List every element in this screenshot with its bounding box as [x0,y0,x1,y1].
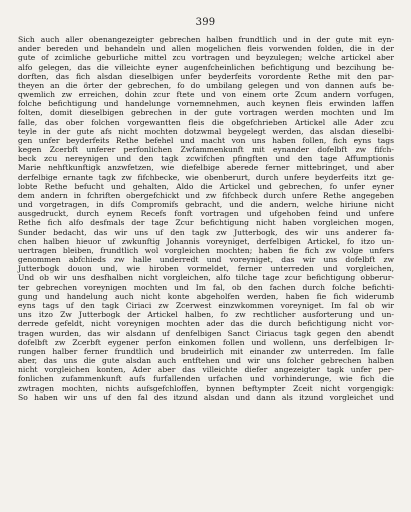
text-line: uertragen bleiben, frundtlich wol vorgleichen mochten; haben fie fich zw volge unfers [18,245,394,255]
text-line: uns itzo Zw Jutterbogk der Artickel halben, fo zw rechtlicher ausforterung und un- [18,310,394,320]
text-line: gen unfer beyderfeits Rethe befehel und macht von uns haben follen, fich eyns tags [18,135,394,145]
text-line: kegen Zcerbft unferer perfonlichen Zwfammenkunft mit eynander dofelbft zw fifch- [18,145,394,155]
text-line: rungen halber ferner frundtlich und brudeirlich mit einander zw unterreden. Im falle [18,346,394,356]
text-line: zwtragen mochten, nichts aufsgefchloffen, bynnen beftympter Zceit nicht vorgengigk: [18,383,394,393]
text-line: chen halben hieuor uf zwkunftig Johannis voreyniget, derfelbigen Artickel, fo itzo un- [18,236,394,246]
text-line: derfelbige ernante tagk zw fifchbecke, wie obenberurt, durch unfere beyderfeits itzt ge- [18,172,394,182]
text-line: Rethe fich alfo desfmals der tage Zcur befichtigung nicht haben vorgleichen mogen, [18,218,394,228]
text-line: ander bereden und behandeln und allen mogelichen fleis vorwenden folden, die in der [18,44,394,54]
text-line: falle, das ober folchen vorgewantten fleis die obgefchrieben Artickel alle Ader zcu [18,117,394,127]
text-line: Jutterbogk douon und, wie hiroben vormeldet, ferner unterreden und vorgleichen, [18,264,394,274]
text-line: und vorgetragen, in difs Compromifs gebracht, und die andern, welche hiriune nicht [18,200,394,210]
text-line: dem andern in fchriften obergefchickt und zw fifchbeck durch unfere Rethe angegeben [18,190,394,200]
text-line: So haben wir uns uf den fal des itzund alsdan und dann als itzund vorgleichet und [18,392,394,402]
text-line: ausgedruckt, durch eynem Recefs fonft vortragen und ufgehoben feind und unfere [18,209,394,219]
text-line: folche befichtigung und handelunge vornemnehmen, auch keynen fleis erwinden laffen [18,99,394,109]
text-line: eyns tags uf den tagk Ciriaci zw Zcerwest einzwkommen voreyniget. Im fal ob wir [18,300,394,310]
text-line: fonlichen zufammenkunft aufs furfallenden urfachen und vorhinderunge, wie fich die [18,374,394,384]
text-line: Und ob wir uns desfhalben nicht vorgleichen, alfo tilche tage zcur befichtigung obberur- [18,273,394,283]
body-text [18,35,394,402]
text-line: theyen an die örter der gebrechen, fo do umbilang gelegen und von dannen aufs be- [18,80,394,90]
text-line: teyle in der gute afs nicht mochten dotzwmal beygelegt werden, das alsdan dieselbi- [18,126,394,136]
text-line: folten, domit dieselbigen gebrechen in der gute vortragen werden mochten und Im [18,108,394,118]
text-line: nicht vorgleichen konten, Ader aber das villeichte diefer angezeigter tagk unfer per- [18,365,394,375]
text-line: Sich auch aller obenangezeigter gebrechen halben frundtlich und in der gute mit eyn- [18,35,394,44]
text-line: qwemlich zw erreichen, dohin zcur ftete und von einem orte Zcum andern vorfugen, [18,90,394,100]
text-line: gute of zcimliche geburliche mittel zcu vortragen und beyzulegen; welche artickel aber [18,53,394,63]
text-line: ter gebrechen voreynigen mochten und Im fal, ob den fachen durch folche befichti- [18,282,394,292]
text-line: beck zcu nereynigen und den tagk zcwifchen pfingften und den tage Affumptionis [18,154,394,164]
text-line: lobte Rethe befucht und gehalten, Aldo die Artickel und gebrechen, fo unfer eyner [18,181,394,191]
text-line: Sunder bedacht, das wir uns uf den tagk zw Jutterbogk, des wir uns anderer fa- [18,227,394,237]
text-line: derrede gefeldt, nicht voreynigen mochten ader das die durch befichtigung nicht vor- [18,319,394,329]
text-line: dofelbft zw Zcerbft eygener perfon einkomen follen und wollenn, uns derfelbigen Ir- [18,337,394,347]
text-line: alfo gelegen, das die villeichte eyner augenfcheinlichen befichtigung und bezcihung be- [18,62,394,72]
text-line: gung und handelung auch nicht konte abgeholfen werden, haben fie fich widerumb [18,291,394,301]
page-number: 399 [195,17,216,28]
text-line: aber, das uns die gute alsdan auch entftehen und wir uns folcher gebrechen halben [18,356,394,366]
text-line: tragen wurden, das wir alsdann uf denfelbigen Sanct Ciriacus tagk gegen den abendt [18,328,394,338]
text-line: Marie nehftkunftigk anzwfetzen, wie diefelbige aberede ferner mittebringet, und aber [18,163,394,173]
text-line: dorften, das fich alsdan dieselbigen unfer beyderfeits vorordente Rethe mit den par- [18,71,394,81]
text-line: genommen abfchieds zw halle underredt und voreyniget, das wir uns dofelbft zw [18,255,394,265]
